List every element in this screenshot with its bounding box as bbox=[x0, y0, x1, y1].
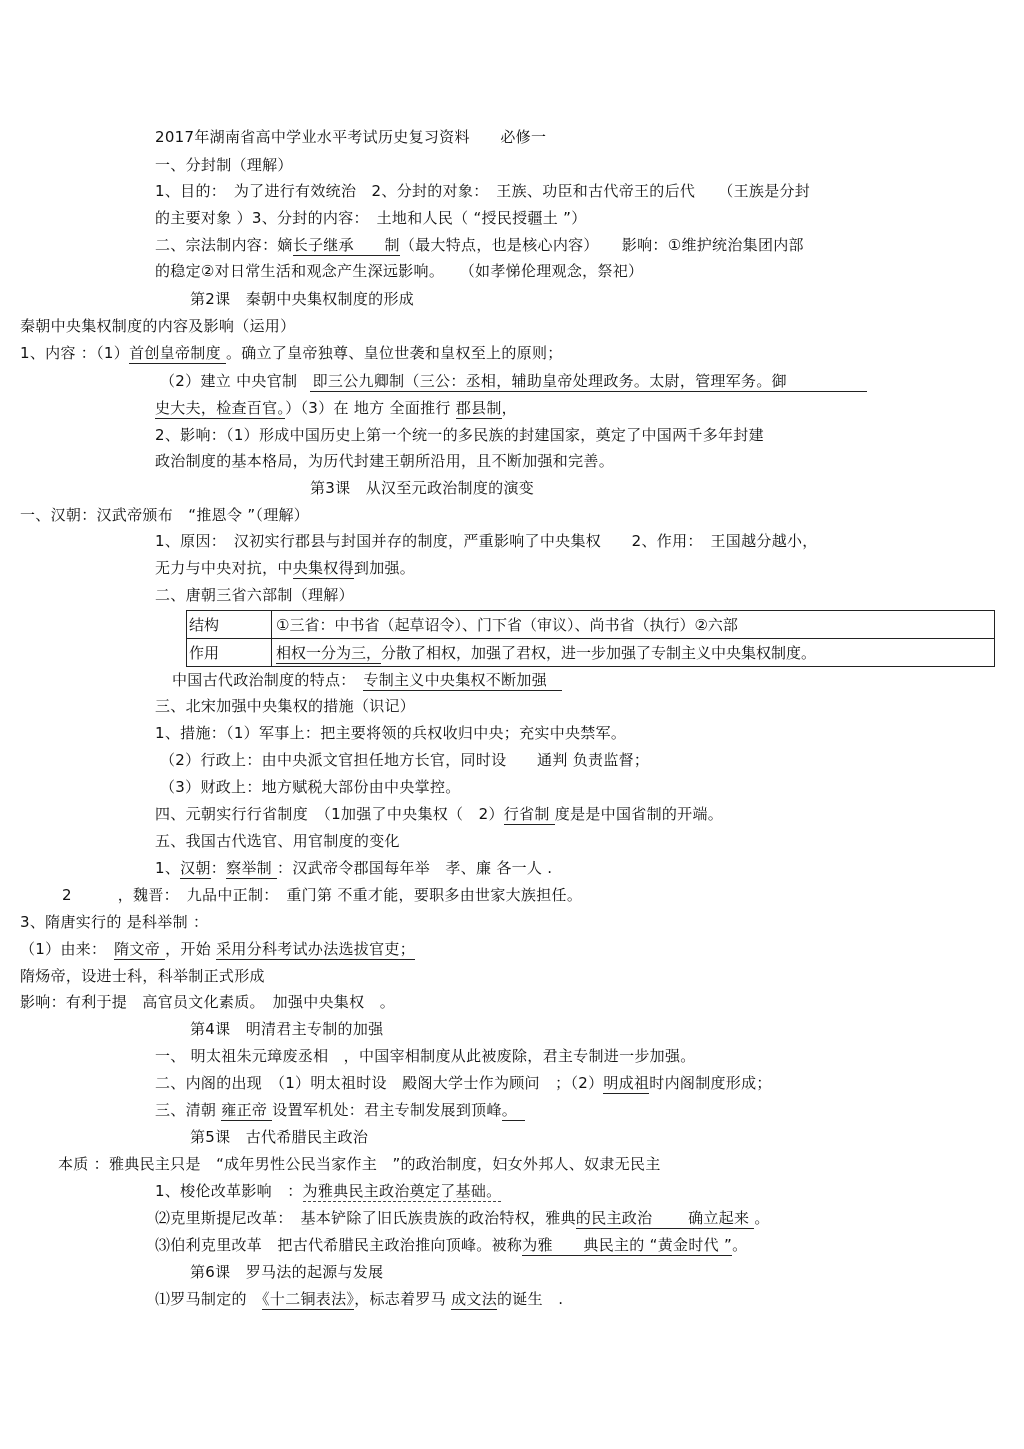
section-heading: 五、我国古代选官、用官制度的变化 bbox=[155, 832, 400, 850]
section-heading: 一、汉朝：汉武帝颁布 “推恩令 ”（理解） bbox=[20, 506, 310, 524]
doc-title: 2017年湖南省高中学业水平考试历史复习资料 必修一 bbox=[155, 128, 547, 146]
lesson-heading: 第4课 明清君主专制的加强 bbox=[190, 1020, 384, 1038]
text-line: 1、措施：（1）军事上：把主要将领的兵权收归中央；充实中央禁军。 bbox=[155, 724, 627, 742]
text-line: 1、目的： 为了进行有效统治 2、分封的对象： 王族、功臣和古代帝王的后代 （王族是分封 bbox=[155, 182, 811, 200]
text-line: 二、内阁的出现 （1）明太祖时设 殿阁大学士作为顾问 ；（2）明成祖时内阁制度形成； bbox=[155, 1074, 772, 1092]
lesson-heading: 第2课 秦朝中央集权制度的形成 bbox=[190, 290, 415, 308]
text-line: 3、隋唐实行的 是科举制 ： bbox=[20, 913, 209, 931]
table-cell-value: ①三省：中书省（起草诏令）、门下省（审议）、尚书省（执行）②六部 bbox=[272, 611, 995, 639]
text-line: 史大夫，检查百官。）（3）在 地方 全面推行 郡县制， bbox=[155, 399, 517, 417]
text-line: 1、梭伦改革影响 ：为雅典民主政治奠定了基础。 bbox=[155, 1182, 502, 1200]
text-line: （2）建立 中央官制 即三公九卿制（三公：丞相，辅助皇帝处理政务。太尉，管理军务。御 bbox=[160, 372, 787, 390]
text-line: 四、元朝实行行省制度 （1加强了中央集权（ 2）行省制 度是是中国省制的开端。 bbox=[155, 805, 724, 823]
text-line: 中国古代政治制度的特点： 专制主义中央集权不断加强 bbox=[172, 671, 563, 689]
text-line: （3）财政上：地方赋税大部份由中央掌控。 bbox=[160, 778, 461, 796]
text-line: ⑶伯利克里改革 把古代希腊民主政治推向顶峰。被称为雅 典民主的 “黄金时代 ”。 bbox=[155, 1236, 748, 1254]
text-line: 政治制度的基本格局，为历代封建王朝所沿用，且不断加强和完善。 bbox=[155, 452, 615, 470]
lesson-heading: 第6课 罗马法的起源与发展 bbox=[190, 1263, 384, 1281]
text-line: 1、原因： 汉初实行郡县与封国并存的制度，严重影响了中央集权 2、作用： 王国越分越小， bbox=[155, 532, 818, 550]
text-line: 2、影响：（1）形成中国历史上第一个统一的多民族的封建国家，奠定了中国两千多年封建 bbox=[155, 426, 764, 444]
table-row bbox=[187, 639, 995, 667]
section-heading: 二、唐朝三省六部制（理解） bbox=[155, 586, 354, 604]
text-line: 1、汉朝：察举制 ：汉武帝令郡国每年举 孝、廉 各一人 . bbox=[155, 859, 553, 877]
three-departments-table bbox=[186, 610, 995, 667]
table-cell-value: 相权一分为三，分散了相权，加强了君权，进一步加强了专制主义中央集权制度。 bbox=[272, 639, 995, 667]
text-line: 2 ，魏晋： 九品中正制： 重门第 不重才能，要职多由世家大族担任。 bbox=[62, 886, 583, 904]
text-line: 三、清朝 雍正帝 设置军机处：君主专制发展到顶峰。 bbox=[155, 1101, 525, 1119]
table-cell-key: 结构 bbox=[187, 611, 272, 639]
text-line: ⑵克里斯提尼改革： 基本铲除了旧氏族贵族的政治特权，雅典的民主政治 确立起来 。 bbox=[155, 1209, 770, 1227]
text-line: 的稳定②对日常生活和观念产生深远影响。 （如孝悌伦理观念，祭祀） bbox=[155, 262, 644, 280]
text-line: 一、 明太祖朱元璋废丞相 ，中国宰相制度从此被废除，君主专制进一步加强。 bbox=[155, 1047, 696, 1065]
section-heading: 秦朝中央集权制度的内容及影响（运用） bbox=[20, 317, 296, 335]
text-line: 的主要对象 ）3、分封的内容： 土地和人民（ “授民授疆土 ”） bbox=[155, 209, 587, 227]
text-line: （2）行政上：由中央派文官担任地方长官，同时设 通判 负责监督； bbox=[160, 751, 650, 769]
text-line: 二、宗法制内容：嫡长子继承 制（最大特点，也是核心内容） 影响：①维护统治集团内部 bbox=[155, 236, 804, 254]
table-cell-key: 作用 bbox=[187, 639, 272, 667]
text-line: 本质 ：雅典民主只是 “成年男性公民当家作主 ”的政治制度，妇女外邦人、奴隶无民主 bbox=[58, 1155, 661, 1173]
section-heading: 三、北宋加强中央集权的措施（识记） bbox=[155, 697, 416, 715]
text-line: 隋炀帝，设进士科，科举制正式形成 bbox=[20, 967, 265, 985]
text-line: ⑴罗马制定的 《十二铜表法》，标志着罗马 成文法的诞生 . bbox=[155, 1290, 564, 1308]
text-line: 影响：有利于提 高官员文化素质。 加强中央集权 。 bbox=[20, 993, 396, 1011]
lesson-heading: 第5课 古代希腊民主政治 bbox=[190, 1128, 369, 1146]
table-row bbox=[187, 611, 995, 639]
heading-fengjian: 一、分封制（理解） bbox=[155, 156, 293, 174]
text-line: （1）由来： 隋文帝 ，开始 采用分科考试办法选拔官吏； bbox=[20, 940, 415, 958]
text-line: 无力与中央对抗，中央集权得到加强。 bbox=[155, 559, 416, 577]
underline-rule bbox=[310, 391, 867, 392]
lesson-heading: 第3课 从汉至元政治制度的演变 bbox=[310, 479, 535, 497]
text-line: 1、内容 ：（1）首创皇帝制度 。确立了皇帝独尊、皇位世袭和皇权至上的原则； bbox=[20, 344, 563, 362]
